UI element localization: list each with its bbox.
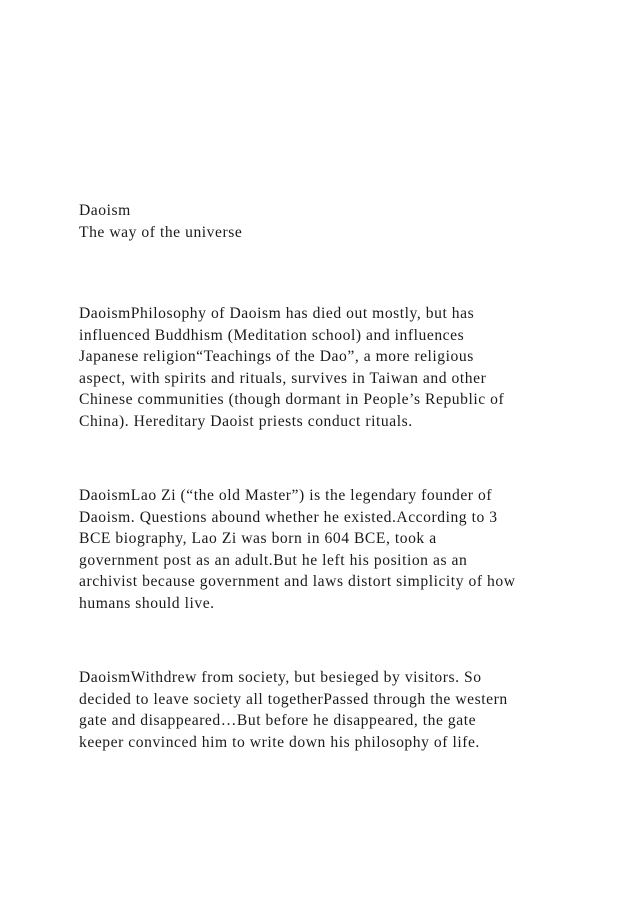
paragraph-line: keeper convinced him to write down his philosophy of life. xyxy=(79,733,480,751)
paragraph-line: DaoismPhilosophy of Daoism has died out mostly, but has xyxy=(79,305,475,322)
paragraph-line: government post as an adult.But he left his position as an xyxy=(79,551,468,569)
paragraph-line: archivist because government and laws distort simplicity of how xyxy=(79,573,516,590)
paragraph-line: influenced Buddhism (Meditation school) and influences xyxy=(79,326,465,344)
paragraph-line: DaoismWithdrew from society, but besieged by visitors. So xyxy=(79,669,482,686)
paragraph-line: Japanese religion“Teachings of the Dao”, a more religious xyxy=(79,348,474,365)
document-title: Daoism xyxy=(79,202,131,219)
paragraph-lao-zi xyxy=(79,485,579,614)
paragraph-line: China). Hereditary Daoist priests conduct rituals. xyxy=(79,412,413,430)
title-block xyxy=(79,200,579,243)
paragraph-line: DaoismLao Zi (“the old Master”) is the legendary founder of xyxy=(79,487,493,504)
paragraph-line: decided to leave society all togetherPassed through the western xyxy=(79,690,508,708)
paragraph-line: Daoism. Questions abound whether he existed.According to 3 xyxy=(79,508,498,526)
paragraph-withdrew xyxy=(79,667,579,753)
paragraph-line: Chinese communities (though dormant in People’s Republic of xyxy=(79,391,505,408)
paragraph-line: aspect, with spirits and rituals, survives in Taiwan and other xyxy=(79,369,487,387)
paragraph-line: humans should live. xyxy=(79,594,215,612)
document-subtitle: The way of the universe xyxy=(79,223,243,241)
paragraph-line: gate and disappeared…But before he disappeared, the gate xyxy=(79,712,477,729)
paragraph-line: BCE biography, Lao Zi was born in 604 BCE, took a xyxy=(79,530,437,547)
paragraph-philosophy xyxy=(79,303,579,432)
